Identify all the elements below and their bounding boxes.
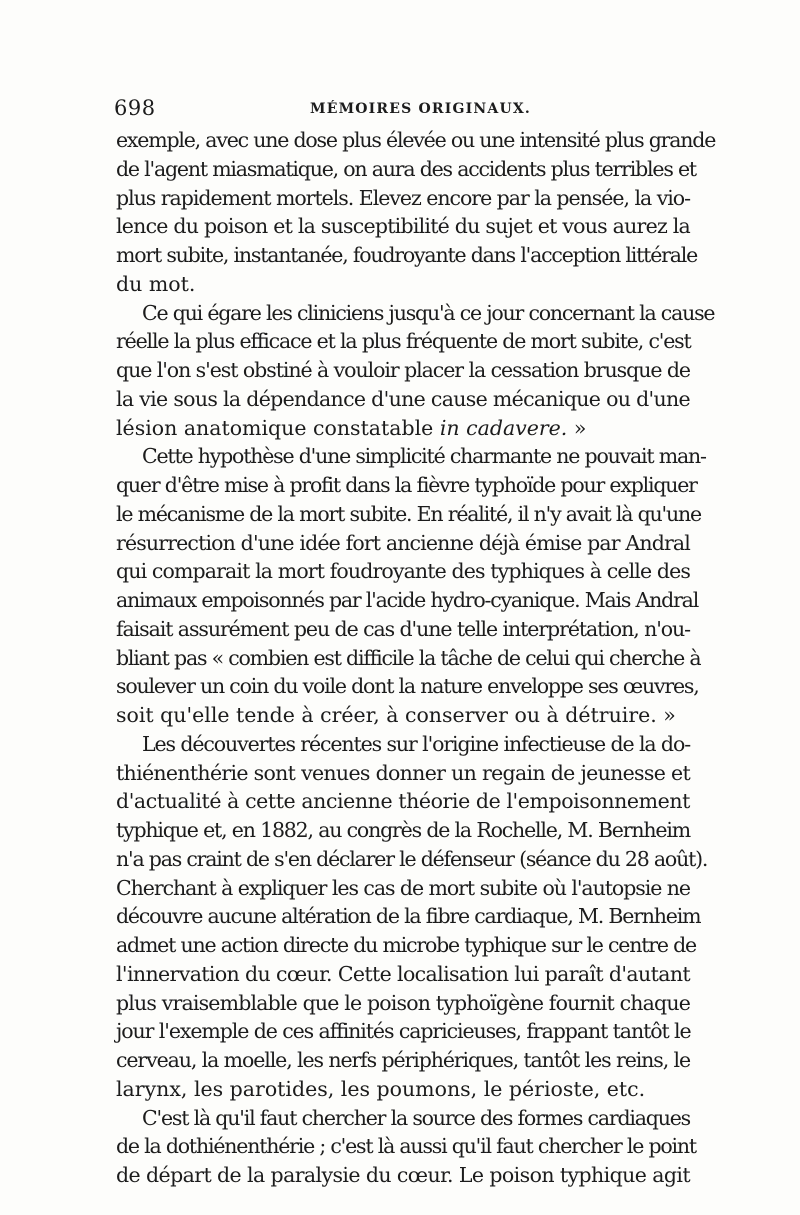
text-line: du mot.	[116, 271, 196, 296]
text-line: exemple, avec une dose plus élevée ou une intensité plus grande	[116, 128, 716, 152]
text-line: n'a pas craint de s'en déclarer le défenseur (séance du 28 août).	[116, 846, 708, 871]
text-line: quer d'être mise à profit dans la fièvre typhoïde pour expliquer	[116, 473, 697, 497]
text-line: soulever un coin du voile dont la nature enveloppe ses œuvres,	[116, 674, 699, 699]
text-line: que l'on s'est obstiné à vouloir placer la cessation brusque de	[116, 358, 691, 382]
paragraph	[116, 1104, 696, 1190]
text-line: bliant pas « combien est difficile la tâche de celui qui cherche à	[116, 645, 701, 670]
text-line: plus rapidement mortels. Elevez encore par la pensée, la vio-	[116, 185, 690, 210]
text-line: Cette hypothèse d'une simplicité charmante ne pouvait man-	[142, 444, 706, 469]
paragraph	[116, 126, 716, 299]
text-line: thiénenthérie sont venues donner un regain de jeunesse et	[116, 760, 691, 785]
text-line: typhique et, en 1882, au congrès de la Rochelle, M. Bernheim	[116, 818, 690, 842]
text-line	[116, 414, 690, 443]
text-line: le mécanisme de la mort subite. En réalité, il n'y avait là qu'une	[116, 501, 701, 526]
text-line: Ce qui égare les cliniciens jusqu'à ce jour concernant la cause	[142, 300, 715, 325]
text-line: animaux empoisonnés par l'acide hydro-cyanique. Mais Andral	[116, 588, 699, 612]
text-line: résurrection d'une idée fort ancienne déjà émise par Andral	[116, 530, 690, 555]
text-line: soit qu'elle tende à créer, à conserver ou à détruire. »	[116, 703, 676, 727]
text-line: la vie sous la dépendance d'une cause mécanique ou d'une	[116, 386, 690, 411]
text-line: cerveau, la moelle, les nerfs périphériques, tantôt les reins, le	[116, 1048, 691, 1072]
text-line: lence du poison et la susceptibilité du sujet et vous aurez la	[116, 214, 690, 239]
text-segment: lésion anatomique constatable	[116, 415, 434, 440]
text-line: Les découvertes récentes sur l'origine infectieuse de la do-	[142, 731, 691, 756]
text-line: de l'agent miasmatique, on aura des accidents plus terribles et	[116, 156, 696, 181]
text-line: mort subite, instantanée, foudroyante dans l'acception littérale	[116, 243, 698, 267]
paragraph	[116, 730, 708, 1104]
text-line: qui comparait la mort foudroyante des typhiques à celle des	[116, 559, 691, 584]
running-title: MÉMOIRES ORIGINAUX.	[310, 101, 531, 117]
text-line: découvre aucune altération de la fibre cardiaque, M. Bernheim	[116, 904, 701, 929]
body-text	[116, 126, 716, 1190]
text-line: réelle la plus efficace et la plus fréquente de mort subite, c'est	[116, 329, 691, 354]
text-line: d'actualité à cette ancienne théorie de l'empoisonnement	[116, 789, 691, 814]
paragraph	[116, 299, 715, 443]
text-line: de départ de la paralysie du cœur. Le poison typhique agit	[116, 1163, 690, 1187]
page-number: 698	[114, 96, 156, 120]
text-line: l'innervation du cœur. Cette localisation lui paraît d'autant	[116, 961, 691, 986]
text-line: plus vraisemblable que le poison typhoïgène fournit chaque	[116, 990, 690, 1015]
text-line: jour l'exemple de ces affinités capricieuses, frappant tantôt le	[116, 1019, 691, 1044]
text-line: de la dothiénenthérie ; c'est là aussi qu'il faut chercher le point	[116, 1134, 696, 1159]
text-line: Cherchant à expliquer les cas de mort subite où l'autopsie ne	[116, 875, 691, 900]
page-header	[114, 96, 694, 122]
paragraph	[116, 442, 706, 730]
text-line: C'est là qu'il faut chercher la source des formes cardiaques	[142, 1105, 690, 1130]
text-line: faisait assurément peu de cas d'une telle interprétation, n'ou-	[116, 616, 690, 641]
text-line: larynx, les parotides, les poumons, le périoste, etc.	[116, 1076, 646, 1101]
italic-phrase: in cadavere.	[439, 415, 568, 440]
text-line: admet une action directe du microbe typhique sur le centre de	[116, 933, 696, 957]
closing-quote: »	[567, 415, 587, 440]
